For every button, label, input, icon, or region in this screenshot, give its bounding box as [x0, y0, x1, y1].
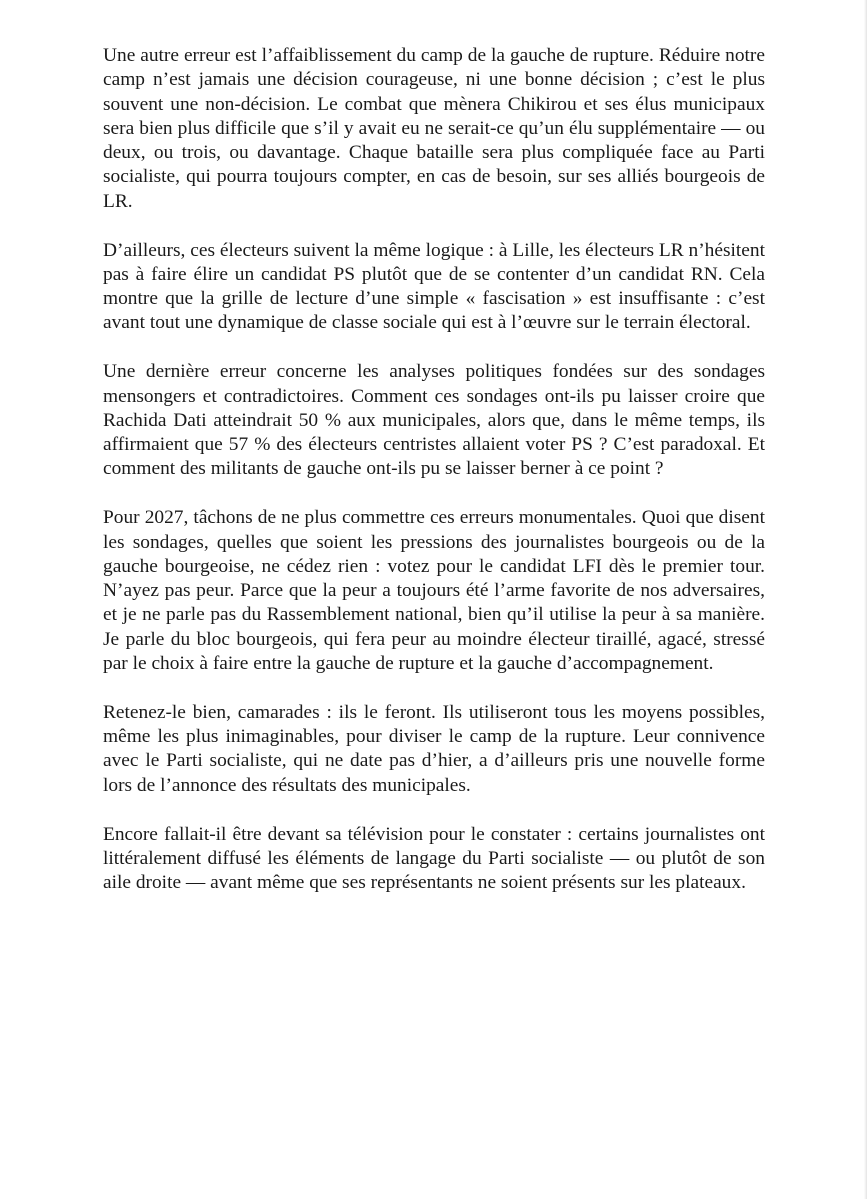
paragraph-3: Une dernière erreur concerne les analyses politiques fondées sur des sondages mensongers et contradictoires. Comment ces sondages ont-ils pu laisser croire que Rachida Dati atteindrait 50 % aux municipales, alors que, dans le même temps, ils affirmaient que 57 % des électeurs centristes allaient voter PS ? C’est paradoxal. Et comment des militants de gauche ont-ils pu se laisser berner à ce point ? — [103, 361, 765, 480]
paragraph-4: Pour 2027, tâchons de ne plus commettre ces erreurs monumentales. Quoi que disent les sondages, quelles que soient les pressions des journalistes bourgeois ou de la gauche bourgeoise, ne cédez rien : votez pour le candidat LFI dès le premier tour. N’ayez pas peur. Parce que la peur a toujours été l’arme favorite de nos adversaires, et je ne parle pas du Rassemblement national, bien qu’il utilise la peur à sa manière. Je parle du bloc bourgeois, qui fera peur au moindre électeur tiraillé, agacé, stressé par le choix à faire entre la gauche de rupture et la gauche d’accompagnement. — [103, 507, 765, 675]
paragraph-1: Une autre erreur est l’affaiblissement du camp de la gauche de rupture. Réduire notre camp n’est jamais une décision courageuse, ni une bonne décision ; c’est le plus souvent une non-décision. Le combat que mènera Chikirou et ses élus municipaux sera bien plus difficile que s’il y avait eu ne serait-ce qu’un élu supplémentaire — ou deux, ou trois, ou davantage. Chaque bataille sera plus compliquée face au Parti socialiste, qui pourra toujours compter, en cas de besoin, sur ses alliés bourgeois de LR. — [103, 45, 765, 212]
document-body — [103, 44, 765, 895]
paragraph-5: Retenez-le bien, camarades : ils le feront. Ils utiliseront tous les moyens possibles, même les plus inimaginables, pour diviser le camp de la rupture. Leur connivence avec le Parti socialiste, qui ne date pas d’hier, a d’ailleurs pris une nouvelle forme lors de l’annonce des résultats des municipales. — [103, 701, 765, 796]
paragraph-2: D’ailleurs, ces électeurs suivent la même logique : à Lille, les électeurs LR n’hésitent pas à faire élire un candidat PS plutôt que de se contenter d’un candidat RN. Cela montre que la grille de lecture d’une simple « fascisation » est insuffisante : c’est avant tout une dynamique de classe sociale qui est à l’œuvre sur le terrain électoral. — [103, 239, 765, 334]
paragraph-6: Encore fallait-il être devant sa télévision pour le constater : certains journalistes ont littéralement diffusé les éléments de langage du Parti socialiste — ou plutôt de son aile droite — avant même que ses représentants ne soient présents sur les plateaux. — [103, 823, 765, 894]
